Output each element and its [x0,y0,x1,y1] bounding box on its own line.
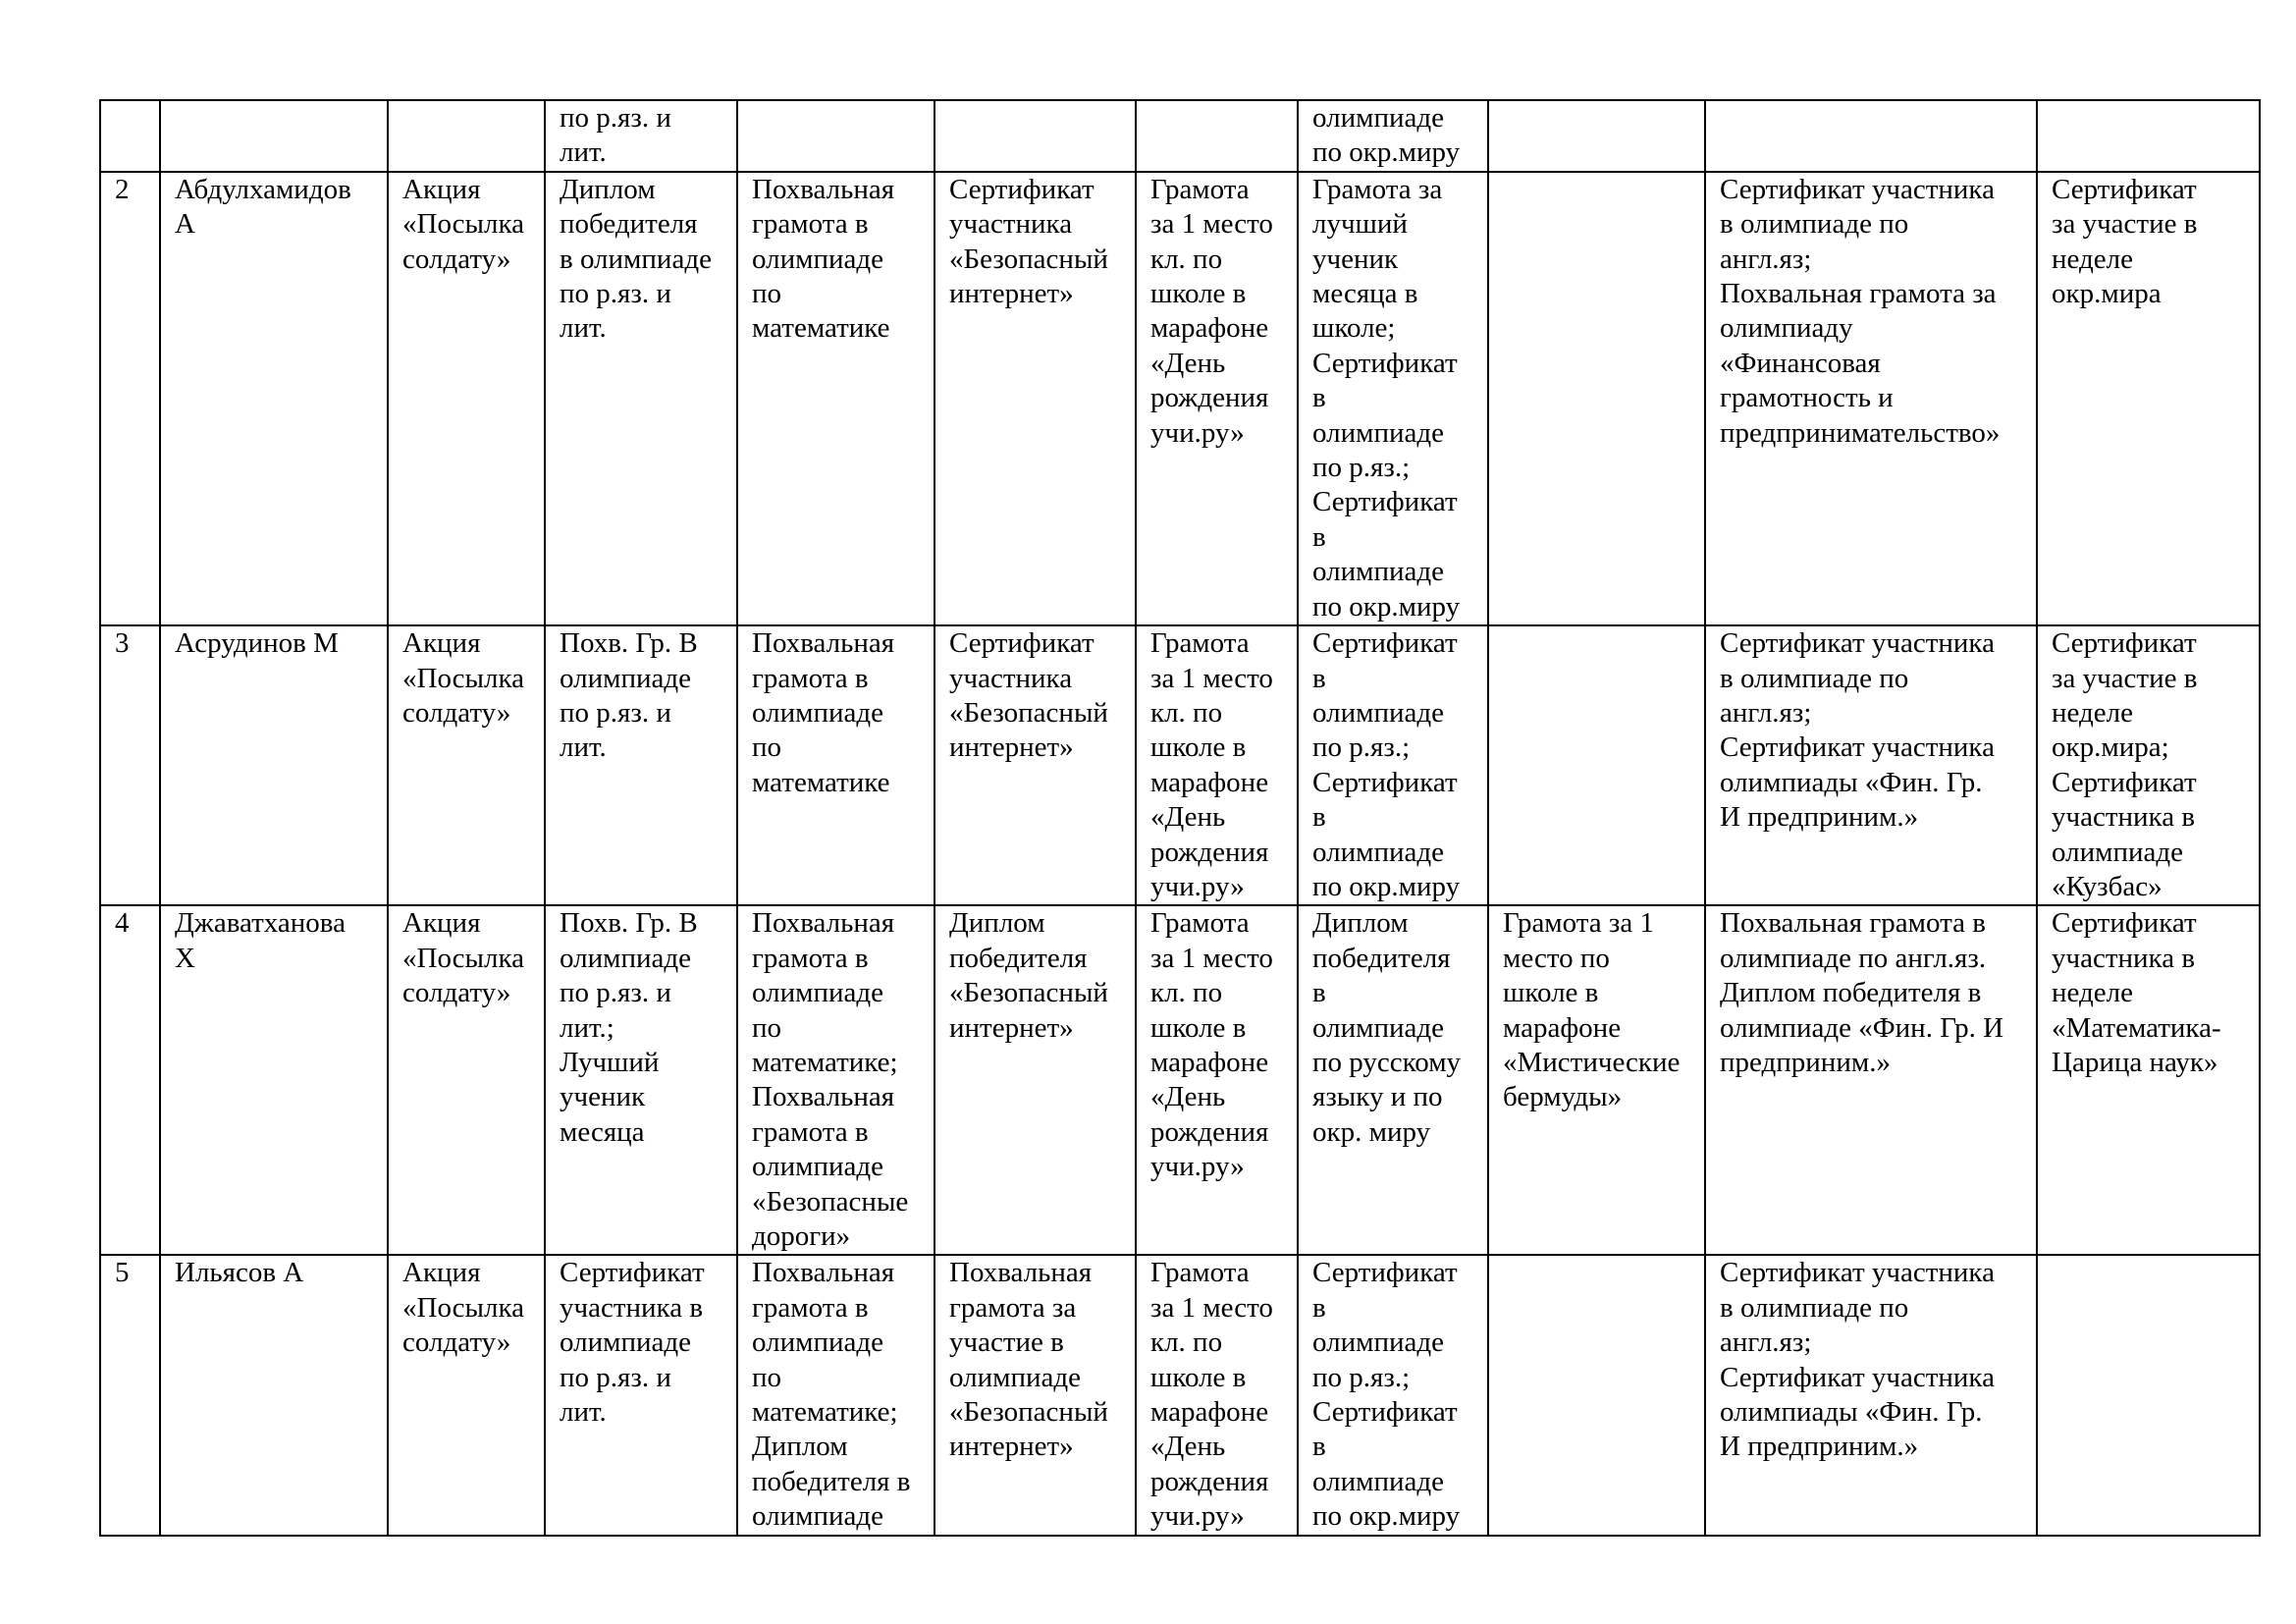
table-cell-action: Акция «Посылка солдату» [388,905,545,1255]
table-cell-subject-week: Сертификат за участие в неделе окр.мира [2037,172,2260,625]
table-cell-subject-week: Сертификат за участие в неделе окр.мира; Сертификат участника в олимпиаде «Кузбас» [2037,625,2260,905]
table-cell-month-and-olympiads: Сертификат в олимпиаде по р.яз.; Сертификат в олимпиаде по окр.миру [1298,1255,1488,1535]
table-cell-number [100,100,160,172]
table-cell-math-olympiad: Похвальная грамота в олимпиаде по математике; Диплом победителя в олимпиаде [737,1255,934,1535]
table-cell-math-olympiad [737,100,934,172]
table-cell-internet-safety: Сертификат участника «Безопасный интернет» [934,625,1136,905]
table-cell-month-and-olympiads: олимпиаде по окр.миру [1298,100,1488,172]
table-cell-russian-olympiad: Похв. Гр. В олимпиаде по р.яз. и лит.; Лучший ученик месяца [545,905,737,1255]
table-cell-number: 4 [100,905,160,1255]
table-cell-uchi-marathon: Грамота за 1 место кл. по школе в марафоне «День рождения учи.ру» [1136,625,1298,905]
table-cell-month-and-olympiads: Грамота за лучший ученик месяца в школе; Сертификат в олимпиаде по р.яз.; Сертификат в олимпиаде по окр.миру [1298,172,1488,625]
table-cell-student-name: Асрудинов М [160,625,388,905]
table-cell-mystic-marathon: Грамота за 1 место по школе в марафоне «Мистические бермуды» [1488,905,1705,1255]
table-cell-uchi-marathon: Грамота за 1 место кл. по школе в марафоне «День рождения учи.ру» [1136,172,1298,625]
table-cell-student-name: Джаватханова Х [160,905,388,1255]
table-cell-mystic-marathon [1488,1255,1705,1535]
table-cell-number: 3 [100,625,160,905]
table-cell-uchi-marathon [1136,100,1298,172]
table-cell-number: 2 [100,172,160,625]
table-cell-math-olympiad: Похвальная грамота в олимпиаде по математике [737,625,934,905]
table-body [100,100,2260,1536]
table-cell-english-finance-olympiad: Похвальная грамота в олимпиаде по англ.яз. Диплом победителя в олимпиаде «Фин. Гр. И предприним.» [1705,905,2037,1255]
table-cell-math-olympiad: Похвальная грамота в олимпиаде по математике; Похвальная грамота в олимпиаде «Безопасные дороги» [737,905,934,1255]
table-cell-student-name: Абдулхамидов А [160,172,388,625]
table-cell-action: Акция «Посылка солдату» [388,1255,545,1535]
table-cell-internet-safety: Сертификат участника «Безопасный интернет» [934,172,1136,625]
table-row [100,905,2260,1255]
table-cell-subject-week [2037,1255,2260,1535]
table-cell-uchi-marathon: Грамота за 1 место кл. по школе в марафоне «День рождения учи.ру» [1136,905,1298,1255]
table-cell-russian-olympiad: по р.яз. и лит. [545,100,737,172]
table-cell-internet-safety [934,100,1136,172]
table-cell-internet-safety: Диплом победителя «Безопасный интернет» [934,905,1136,1255]
table-cell-subject-week: Сертификат участника в неделе «Математика- Царица наук» [2037,905,2260,1255]
table-cell-mystic-marathon [1488,172,1705,625]
table-cell-math-olympiad: Похвальная грамота в олимпиаде по математике [737,172,934,625]
table-cell-student-name: Ильясов А [160,1255,388,1535]
table-row [100,625,2260,905]
table-cell-number: 5 [100,1255,160,1535]
table-cell-action: Акция «Посылка солдату» [388,172,545,625]
table-cell-english-finance-olympiad: Сертификат участника в олимпиаде по англ.яз; Похвальная грамота за олимпиаду «Финансовая грамотность и предпринимательство» [1705,172,2037,625]
table-cell-russian-olympiad: Похв. Гр. В олимпиаде по р.яз. и лит. [545,625,737,905]
table-row [100,172,2260,625]
table-cell-uchi-marathon: Грамота за 1 место кл. по школе в марафоне «День рождения учи.ру» [1136,1255,1298,1535]
table-cell-month-and-olympiads: Диплом победителя в олимпиаде по русскому языку и по окр. миру [1298,905,1488,1255]
table-cell-english-finance-olympiad: Сертификат участника в олимпиаде по англ.яз; Сертификат участника олимпиады «Фин. Гр. И предприним.» [1705,1255,2037,1535]
table-row [100,1255,2260,1535]
table-cell-mystic-marathon [1488,100,1705,172]
awards-table [99,99,2261,1537]
table-cell-month-and-olympiads: Сертификат в олимпиаде по р.яз.; Сертификат в олимпиаде по окр.миру [1298,625,1488,905]
table-cell-action: Акция «Посылка солдату» [388,625,545,905]
table-cell-subject-week [2037,100,2260,172]
table-cell-action [388,100,545,172]
table-cell-english-finance-olympiad [1705,100,2037,172]
table-row [100,100,2260,172]
table-cell-russian-olympiad: Сертификат участника в олимпиаде по р.яз. и лит. [545,1255,737,1535]
table-cell-mystic-marathon [1488,625,1705,905]
table-cell-internet-safety: Похвальная грамота за участие в олимпиаде «Безопасный интернет» [934,1255,1136,1535]
table-cell-english-finance-olympiad: Сертификат участника в олимпиаде по англ.яз; Сертификат участника олимпиады «Фин. Гр. И предприним.» [1705,625,2037,905]
table-cell-student-name [160,100,388,172]
table-cell-russian-olympiad: Диплом победителя в олимпиаде по р.яз. и лит. [545,172,737,625]
